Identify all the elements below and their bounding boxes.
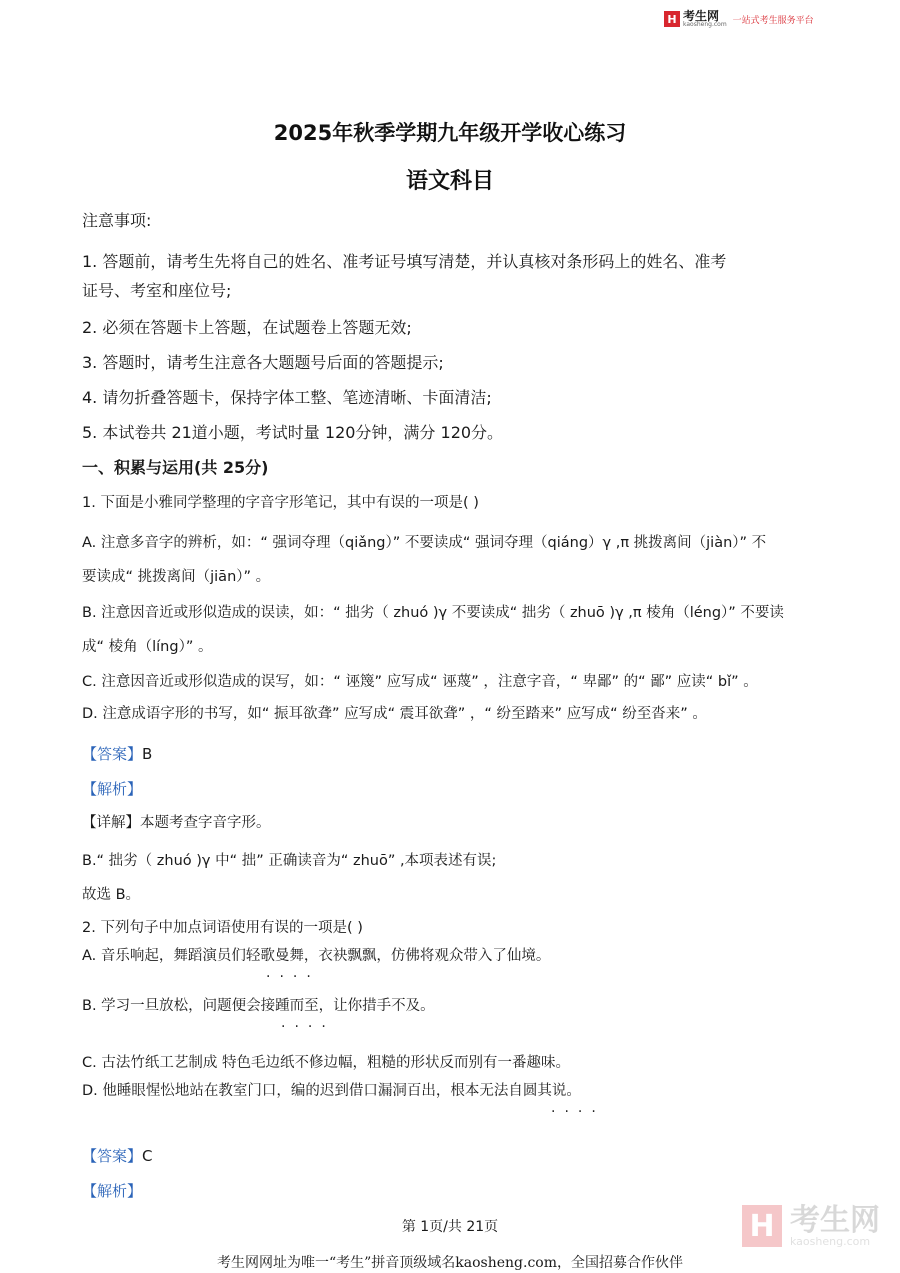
watermark-domain: kaosheng.com [790,1234,871,1248]
answer-value: C [142,1147,153,1165]
page-subtitle: 语文科目 [405,169,494,194]
q2-emphasis-dots-d: ···· [551,1104,605,1120]
note-1: 1. 答题前，请考生先将自己的姓名、准考证号填写清楚，并认真核对条形码上的姓名、准考 [82,252,727,271]
q1-option-a-cont: 要读成“ 挑拨离间（jiān）” 。 [82,569,271,585]
q2-option-b: B. 学习一旦放松，问题便会接踵而至，让你措手不及。 [82,998,435,1014]
q1-stem: 1. 下面是小雅同学整理的字音字形笔记，其中有误的一项是( ) [82,495,479,511]
q2-option-d: D. 他睡眼惺忪地站在教室门口，编的迟到借口漏洞百出，根本无法自圆其说。 [82,1083,581,1099]
brand-slogan: 一站式考生服务平台 [732,15,814,26]
watermark-logo-icon: H [742,1205,782,1247]
brand-logo-icon: H [664,11,680,27]
q2-stem: 2. 下列句子中加点词语使用有误的一项是( ) [82,920,363,936]
brand-name [683,10,727,28]
q1-option-b: B. 注意因音近或形似造成的误读，如：“ 拙劣（ zhuó )γ 不要读成“ 拙劣（ zhuō )γ ,π 棱角（léng）” 不要读 [82,605,784,621]
q1-option-d: D. 注意成语字形的书写，如“ 振耳欲聋” 应写成“ 震耳欲聋” ，“ 纷至踏来” 应写成“ 纷至沓来” 。 [82,706,707,722]
answer-value: B [142,745,153,763]
q2-emphasis-dots-b: ···· [281,1019,335,1035]
watermark-brand: 考生网 [790,1202,880,1238]
page-title: 2025年秋季学期九年级开学收心练习 [273,121,627,145]
note-1-cont: 证号、考室和座位号; [82,281,232,300]
answer-tag: 【答案】 [82,1147,143,1165]
note-5: 5. 本试卷共 21道小题，考试时量 120分钟，满分 120分。 [82,423,504,442]
page-number: 第 1页/共 21页 [401,1219,499,1235]
notes-heading: 注意事项: [82,211,152,230]
q2-analysis-tag: 【解析】 [82,1182,143,1200]
section-heading: 一、积累与运用(共 25分) [82,458,269,477]
q1-option-c: C. 注意因音近或形似造成的误写，如：“ 诬篾” 应写成“ 诬蔑” ，注意字音，“ 卑鄙” 的“ 鄙” 应读“ bǐ” 。 [82,674,758,690]
brand-title: 考生网 [683,9,720,23]
q2-option-c: C. 古法竹纸工艺制成 特色毛边纸不修边幅，粗糙的形状反而别有一番趣味。 [82,1055,570,1071]
brand-domain: kaosheng.com [683,21,727,28]
answer-tag: 【答案】 [82,745,143,763]
footer-site-note: 考生网网址为唯一“考生”拼音顶级域名kaosheng.com，全国招募合作伙伴 [216,1255,684,1271]
q1-analysis-tag: 【解析】 [82,780,143,798]
q1-option-a: A. 注意多音字的辨析，如：“ 强词夺理（qiǎng）” 不要读成“ 强词夺理（qiáng）γ ,π 挑拨离间（jiàn）” 不 [82,535,767,551]
note-3: 3. 答题时，请考生注意各大题题号后面的答题提示; [82,353,444,372]
q1-detail: 【详解】本题考查字音字形。 [82,815,271,831]
q1-detail-b: B.“ 拙劣（ zhuó )γ 中“ 拙” 正确读音为“ zhuō” ,本项表述有误; [82,853,497,869]
note-4: 4. 请勿折叠答题卡，保持字体工整、笔迹清晰、卡面清洁; [82,388,492,407]
q2-option-a: A. 音乐响起，舞蹈演员们轻歌曼舞，衣袂飘飘，仿佛将观众带入了仙境。 [82,948,551,964]
q1-conclusion: 故选 B。 [82,887,141,903]
header-brand [664,8,814,30]
q2-emphasis-dots-a: ···· [266,969,320,985]
q1-option-b-cont: 成“ 棱角（líng）” 。 [82,639,213,655]
q2-answer [82,1145,153,1166]
q1-answer [82,743,152,764]
note-2: 2. 必须在答题卡上答题，在试题卷上答题无效; [82,318,412,337]
